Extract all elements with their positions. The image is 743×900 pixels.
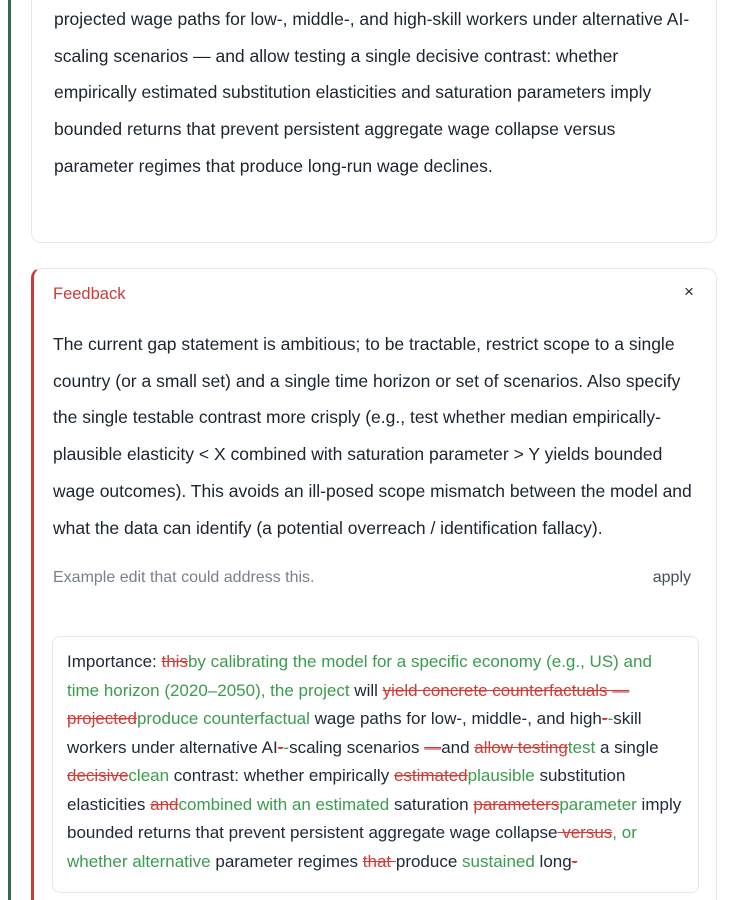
- diff-segment-ins: parameter: [559, 794, 637, 814]
- diff-segment-same: scaling scenarios: [289, 737, 425, 757]
- diff-segment-ins: produce counterfactual: [136, 709, 310, 728]
- diff-segment-del: yield concrete counterfactuals — projected: [67, 680, 630, 728]
- diff-segment-del: this: [161, 652, 188, 671]
- close-icon[interactable]: ×: [678, 281, 700, 303]
- diff-segment-ins: , or whether alternative: [67, 823, 637, 871]
- diff-segment-same: produce: [395, 851, 463, 871]
- diff-segment-ins: -: [607, 709, 614, 728]
- diff-segment-same: substitution elasticities: [67, 766, 626, 814]
- draft-card: [31, 0, 717, 243]
- diff-segment-del: estimated: [393, 766, 468, 785]
- diff-segment-ins: test: [567, 737, 596, 757]
- accent-bar: [8, 0, 11, 900]
- diff-segment-del: that: [362, 851, 396, 871]
- diff-segment-ins: clean: [128, 766, 170, 785]
- diff-segment-ins: combined with an estimated: [178, 794, 390, 814]
- feedback-body: The current gap statement is ambitious; to be tractable, restrict scope to a single country (or a small set) and a single time horizon or set of scenarios. Also specify the single testable contrast more crisply (e.g., test whether median empirically-plausible elasticity < X combined with saturation parameter > Y yields bounded wage outcomes). This avoids an ill-posed scope mismatch between the model and what the data can identify (a potential overreach / identification fallacy).: [53, 334, 692, 538]
- example-edit-label: Example edit that could address this.: [53, 569, 315, 587]
- diff-segment-del: and: [150, 794, 179, 814]
- diff-segment-del: decisive: [67, 766, 129, 785]
- diff-segment-same: and: [441, 737, 475, 757]
- diff-segment-del: —: [424, 737, 442, 757]
- diff-segment-same: imply bounded returns that prevent persistent aggregate wage collapse: [67, 794, 682, 842]
- draft-paragraph: projected wage paths for low-, middle-, and high-skill workers under alternative AI-scaling scenarios — and allow testing a single decisive contrast: whether empirically estimated substitution elasticities and saturation parameters imply bounded returns that prevent persistent aggregate wage collapse versus parameter regimes that produce long-run wage declines.: [54, 9, 690, 176]
- diff-segment-del: -: [277, 737, 284, 757]
- diff-segment-same: parameter regimes: [210, 851, 363, 871]
- diff-segment-del: versus: [557, 823, 613, 842]
- diff-segment-same: a single: [595, 737, 659, 757]
- diff-segment-same: contrast: whether empirically: [169, 766, 394, 785]
- diff-segment-same: Importance:: [67, 652, 162, 671]
- diff-segment-ins: by calibrating the model for a specific economy (e.g., US) and time horizon (2020–2050), the project: [67, 652, 652, 700]
- diff-segment-same: skill workers under alternative AI: [67, 709, 642, 757]
- diff-segment-del: -: [601, 709, 608, 728]
- diff-segment-del: -: [571, 851, 578, 871]
- diff-segment-ins: -: [283, 737, 290, 757]
- diff-segment-same: saturation: [389, 794, 474, 814]
- diff-segment-same: wage paths for low-, middle-, and high: [309, 709, 602, 728]
- apply-button[interactable]: apply: [652, 569, 691, 587]
- diff-segment-ins: plausible: [467, 766, 535, 785]
- diff-segment-del: parameters: [473, 794, 560, 814]
- example-edit-row: [53, 569, 691, 587]
- feedback-title: Feedback: [53, 285, 126, 303]
- diff-preview: [52, 636, 699, 893]
- diff-segment-del: allow testing: [474, 737, 568, 757]
- diff-segment-ins: sustained: [462, 851, 535, 871]
- diff-segment-same: will: [354, 680, 383, 700]
- diff-segment-same: long: [534, 851, 572, 871]
